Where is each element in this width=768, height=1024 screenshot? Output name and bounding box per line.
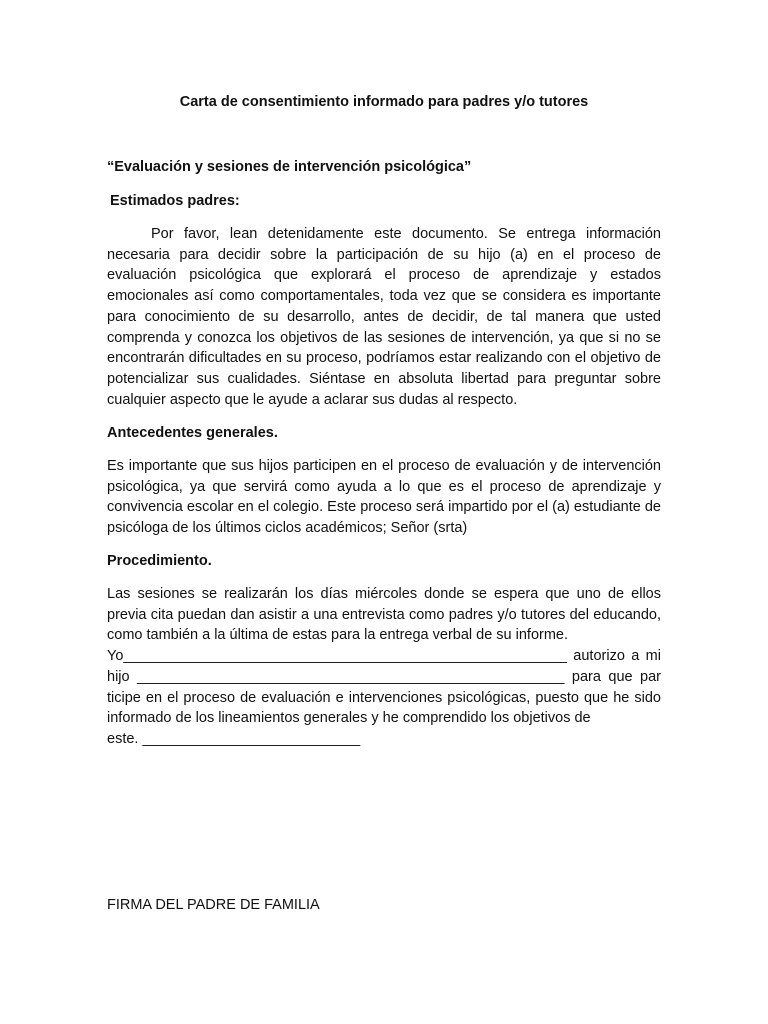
document-title: Carta de consentimiento informado para padres y/o tutores xyxy=(179,94,589,110)
procedimiento-heading: Procedimiento. xyxy=(107,553,212,569)
greeting: Estimados padres: xyxy=(110,193,240,209)
antecedentes-text: Es importante que sus hijos participen en el proceso de evaluación y de intervención psicológica, ya que servirá como ayuda a lo que es el proceso de aprendizaje y convivencia escolar en el colegio. Este proceso será impartido por el (a) estudiante de psicóloga de los últimos ciclos académicos; Señor (srta) xyxy=(107,458,661,537)
antecedentes-heading: Antecedentes generales. xyxy=(107,425,278,441)
signature-label: FIRMA DEL PADRE DE FAMILIA xyxy=(107,897,320,913)
document-subtitle: “Evaluación y sesiones de intervención psicológica” xyxy=(107,159,472,175)
consent-child-line[interactable]: hijo _____________________________________________________ para que par xyxy=(107,668,661,685)
procedimiento-paragraph xyxy=(107,584,661,750)
consent-final-line[interactable]: este. ___________________________ xyxy=(107,730,361,747)
intro-paragraph xyxy=(107,224,661,410)
consent-continuation-text: ticipe en el proceso de evaluación e intervenciones psicológicas, puesto que he sido informado de los lineamientos generales y he comprendido los objetivos de xyxy=(107,689,661,727)
antecedentes-paragraph xyxy=(107,456,661,539)
consent-name-line[interactable]: Yo_______________________________________________________ autorizo a mi xyxy=(107,648,661,665)
procedimiento-text: Las sesiones se realizarán los días miércoles donde se espera que uno de ellos previa cita puedan dan asistir a una entrevista como padres y/o tutores del educando, como también a la última de estas para la entrega verbal de su informe. xyxy=(107,586,661,644)
intro-paragraph-text: Por favor, lean detenidamente este documento. Se entrega información necesaria para decidir sobre la participación de su hijo (a) en el proceso de evaluación psicológica que explorará el proceso de aprendizaje y estados emocionales así como comportamentales, toda vez que se considera es importante para conocimiento de su desarrollo, antes de decidir, de tal manera que usted comprenda y conozca los objetivos de las sesiones de intervención, ya que si no se encontrarán dificultades en su proceso, podríamos estar realizando con el objetivo de potencializar sus cualidades. Siéntase en absoluta libertad para preguntar sobre cualquier aspecto que le ayude a aclarar sus dudas al respecto. xyxy=(107,226,661,408)
